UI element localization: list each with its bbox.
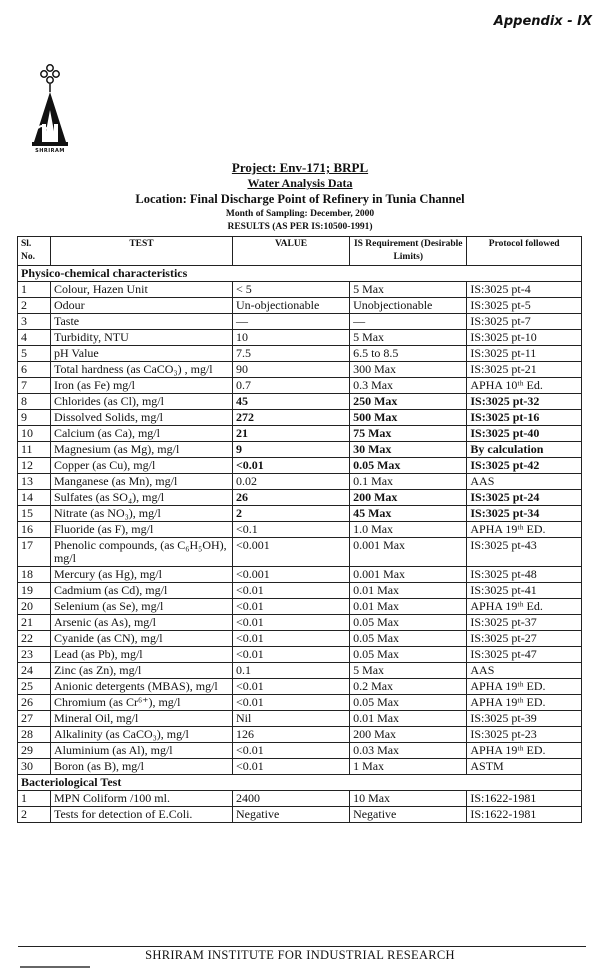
institute-logo-icon	[28, 62, 72, 152]
cell-requirement: Negative	[350, 807, 467, 823]
cell-test: Manganese (as Mn), mg/l	[50, 474, 232, 490]
cell-sl-no: 11	[18, 442, 51, 458]
cell-value: < 5	[232, 282, 349, 298]
cell-test: Colour, Hazen Unit	[50, 282, 232, 298]
cell-test: Tests for detection of E.Coli.	[50, 807, 232, 823]
cell-test: Selenium (as Se), mg/l	[50, 599, 232, 615]
cell-protocol: IS:3025 pt-34	[467, 506, 582, 522]
cell-protocol: IS:3025 pt-7	[467, 314, 582, 330]
table-row	[18, 599, 582, 615]
cell-requirement: 200 Max	[350, 727, 467, 743]
cell-requirement: 0.1 Max	[350, 474, 467, 490]
cell-value: 21	[232, 426, 349, 442]
cell-requirement: 200 Max	[350, 490, 467, 506]
cell-test: Cyanide (as CN), mg/l	[50, 631, 232, 647]
cell-test: Chromium (as Cr⁶⁺), mg/l	[50, 695, 232, 711]
cell-value: <0.01	[232, 647, 349, 663]
cell-test: Iron (as Fe) mg/l	[50, 378, 232, 394]
cell-value: 26	[232, 490, 349, 506]
cell-requirement: 0.001 Max	[350, 538, 467, 567]
footer-rule	[18, 946, 586, 947]
cell-value: 0.02	[232, 474, 349, 490]
cell-test: Mercury (as Hg), mg/l	[50, 567, 232, 583]
cell-value: 90	[232, 362, 349, 378]
table-row	[18, 615, 582, 631]
table-row	[18, 807, 582, 823]
cell-requirement: 300 Max	[350, 362, 467, 378]
cell-value: <0.01	[232, 599, 349, 615]
cell-protocol: IS:3025 pt-41	[467, 583, 582, 599]
cell-test: Turbidity, NTU	[50, 330, 232, 346]
table-row	[18, 631, 582, 647]
cell-requirement: 0.03 Max	[350, 743, 467, 759]
cell-sl-no: 1	[18, 791, 51, 807]
cell-requirement: 500 Max	[350, 410, 467, 426]
cell-protocol: IS:3025 pt-47	[467, 647, 582, 663]
table-row	[18, 458, 582, 474]
cell-test: Odour	[50, 298, 232, 314]
cell-sl-no: 28	[18, 727, 51, 743]
cell-requirement: 0.05 Max	[350, 615, 467, 631]
cell-requirement: 0.05 Max	[350, 647, 467, 663]
cell-requirement: 0.01 Max	[350, 599, 467, 615]
cell-test: Copper (as Cu), mg/l	[50, 458, 232, 474]
cell-test: Fluoride (as F), mg/l	[50, 522, 232, 538]
cell-protocol: IS:3025 pt-39	[467, 711, 582, 727]
cell-value: 9	[232, 442, 349, 458]
cell-value: Un-objectionable	[232, 298, 349, 314]
cell-test: Anionic detergents (MBAS), mg/l	[50, 679, 232, 695]
cell-sl-no: 15	[18, 506, 51, 522]
table-row	[18, 282, 582, 298]
table-row	[18, 410, 582, 426]
cell-value: <0.01	[232, 743, 349, 759]
cell-requirement: 5 Max	[350, 282, 467, 298]
cell-requirement: 10 Max	[350, 791, 467, 807]
cell-protocol: APHA 19ᵗʰ ED.	[467, 695, 582, 711]
cell-requirement: 1.0 Max	[350, 522, 467, 538]
cell-value: 126	[232, 727, 349, 743]
cell-requirement: 75 Max	[350, 426, 467, 442]
cell-sl-no: 10	[18, 426, 51, 442]
cell-protocol: IS:3025 pt-40	[467, 426, 582, 442]
cell-protocol: IS:3025 pt-43	[467, 538, 582, 567]
table-row	[18, 743, 582, 759]
cell-test: Arsenic (as As), mg/l	[50, 615, 232, 631]
cell-sl-no: 13	[18, 474, 51, 490]
cell-protocol: IS:1622-1981	[467, 791, 582, 807]
cell-test: Sulfates (as SO₄), mg/l	[50, 490, 232, 506]
cell-value: <0.1	[232, 522, 349, 538]
cell-protocol: IS:1622-1981	[467, 807, 582, 823]
table-row	[18, 378, 582, 394]
cell-protocol: IS:3025 pt-24	[467, 490, 582, 506]
cell-protocol: IS:3025 pt-10	[467, 330, 582, 346]
cell-protocol: IS:3025 pt-16	[467, 410, 582, 426]
table-header-row	[18, 237, 582, 266]
cell-sl-no: 26	[18, 695, 51, 711]
cell-test: Magnesium (as Mg), mg/l	[50, 442, 232, 458]
header-requirement: IS Requirement (Desirable Limits)	[350, 237, 467, 266]
table-row	[18, 474, 582, 490]
cell-test: Boron (as B), mg/l	[50, 759, 232, 775]
cell-value: <0.001	[232, 538, 349, 567]
cell-sl-no: 14	[18, 490, 51, 506]
table-row	[18, 442, 582, 458]
footer-institute-name: SHRIRAM INSTITUTE FOR INDUSTRIAL RESEARCH	[145, 948, 455, 962]
cell-test: Dissolved Solids, mg/l	[50, 410, 232, 426]
cell-value: —	[232, 314, 349, 330]
table-row	[18, 522, 582, 538]
cell-requirement: 0.01 Max	[350, 711, 467, 727]
cell-protocol: IS:3025 pt-5	[467, 298, 582, 314]
footer-mark	[20, 966, 90, 968]
cell-requirement: 0.2 Max	[350, 679, 467, 695]
cell-protocol: IS:3025 pt-37	[467, 615, 582, 631]
cell-test: Calcium (as Ca), mg/l	[50, 426, 232, 442]
cell-protocol: IS:3025 pt-27	[467, 631, 582, 647]
cell-protocol: IS:3025 pt-48	[467, 567, 582, 583]
table-row	[18, 711, 582, 727]
cell-protocol: APHA 19ᵗʰ ED.	[467, 522, 582, 538]
cell-sl-no: 23	[18, 647, 51, 663]
cell-sl-no: 17	[18, 538, 51, 567]
table-row	[18, 538, 582, 567]
sampling-month: Month of Sampling: December, 2000	[225, 209, 375, 219]
cell-requirement: 1 Max	[350, 759, 467, 775]
cell-test: MPN Coliform /100 ml.	[50, 791, 232, 807]
table-row	[18, 330, 582, 346]
cell-sl-no: 22	[18, 631, 51, 647]
cell-sl-no: 4	[18, 330, 51, 346]
cell-value: Nil	[232, 711, 349, 727]
cell-test: Lead (as Pb), mg/l	[50, 647, 232, 663]
cell-test: Chlorides (as Cl), mg/l	[50, 394, 232, 410]
cell-sl-no: 9	[18, 410, 51, 426]
cell-sl-no: 19	[18, 583, 51, 599]
cell-value: 0.1	[232, 663, 349, 679]
cell-requirement: 0.05 Max	[350, 695, 467, 711]
cell-sl-no: 2	[18, 298, 51, 314]
cell-requirement: Unobjectionable	[350, 298, 467, 314]
cell-value: <0.01	[232, 631, 349, 647]
document-subtitle: Water Analysis Data	[247, 176, 353, 190]
section-bacteriological	[18, 775, 582, 791]
cell-protocol: IS:3025 pt-23	[467, 727, 582, 743]
cell-test: Aluminium (as Al), mg/l	[50, 743, 232, 759]
cell-value: Negative	[232, 807, 349, 823]
cell-test: Cadmium (as Cd), mg/l	[50, 583, 232, 599]
cell-value: 2	[232, 506, 349, 522]
cell-sl-no: 20	[18, 599, 51, 615]
cell-test: Mineral Oil, mg/l	[50, 711, 232, 727]
cell-requirement: 45 Max	[350, 506, 467, 522]
table-row	[18, 394, 582, 410]
table-row	[18, 679, 582, 695]
table-row	[18, 346, 582, 362]
header-sl-no: Sl. No.	[18, 237, 51, 266]
cell-sl-no: 5	[18, 346, 51, 362]
cell-requirement: 6.5 to 8.5	[350, 346, 467, 362]
logo-wordmark: SHRIRAM	[35, 148, 65, 154]
cell-protocol: APHA 19ᵗʰ ED.	[467, 679, 582, 695]
cell-sl-no: 3	[18, 314, 51, 330]
cell-value: 2400	[232, 791, 349, 807]
table-row	[18, 727, 582, 743]
cell-protocol: IS:3025 pt-4	[467, 282, 582, 298]
table-row	[18, 314, 582, 330]
cell-test: Nitrate (as NO₃), mg/l	[50, 506, 232, 522]
cell-protocol: AAS	[467, 474, 582, 490]
cell-protocol: IS:3025 pt-42	[467, 458, 582, 474]
section-label: Bacteriological Test	[18, 775, 582, 791]
cell-test: Total hardness (as CaCO₃) , mg/l	[50, 362, 232, 378]
project-title: Project: Env-171; BRPL	[231, 160, 369, 175]
cell-value: 7.5	[232, 346, 349, 362]
cell-protocol: IS:3025 pt-32	[467, 394, 582, 410]
cell-sl-no: 8	[18, 394, 51, 410]
cell-value: <0.01	[232, 583, 349, 599]
cell-requirement: 0.001 Max	[350, 567, 467, 583]
cell-sl-no: 29	[18, 743, 51, 759]
header-test: TEST	[50, 237, 232, 266]
table-row	[18, 298, 582, 314]
cell-requirement: 0.3 Max	[350, 378, 467, 394]
table-row	[18, 567, 582, 583]
cell-protocol: IS:3025 pt-11	[467, 346, 582, 362]
table-row	[18, 362, 582, 378]
cell-test: pH Value	[50, 346, 232, 362]
cell-value: <0.01	[232, 458, 349, 474]
cell-sl-no: 6	[18, 362, 51, 378]
cell-test: Alkalinity (as CaCO₃), mg/l	[50, 727, 232, 743]
cell-protocol: APHA 19ᵗʰ Ed.	[467, 599, 582, 615]
cell-requirement: —	[350, 314, 467, 330]
cell-value: <0.01	[232, 679, 349, 695]
cell-sl-no: 30	[18, 759, 51, 775]
table-row	[18, 583, 582, 599]
cell-protocol: APHA 10ᵗʰ Ed.	[467, 378, 582, 394]
table-row	[18, 791, 582, 807]
cell-sl-no: 2	[18, 807, 51, 823]
cell-value: <0.001	[232, 567, 349, 583]
cell-test: Taste	[50, 314, 232, 330]
cell-protocol: ASTM	[467, 759, 582, 775]
cell-requirement: 5 Max	[350, 330, 467, 346]
table-row	[18, 426, 582, 442]
table-row	[18, 506, 582, 522]
cell-sl-no: 24	[18, 663, 51, 679]
cell-requirement: 250 Max	[350, 394, 467, 410]
table-row	[18, 647, 582, 663]
section-label: Physico-chemical characteristics	[18, 266, 582, 282]
cell-sl-no: 25	[18, 679, 51, 695]
cell-protocol: By calculation	[467, 442, 582, 458]
cell-sl-no: 21	[18, 615, 51, 631]
cell-value: 0.7	[232, 378, 349, 394]
cell-test: Zinc (as Zn), mg/l	[50, 663, 232, 679]
cell-protocol: AAS	[467, 663, 582, 679]
table-row	[18, 695, 582, 711]
table-row	[18, 490, 582, 506]
cell-value: <0.01	[232, 615, 349, 631]
cell-value: 45	[232, 394, 349, 410]
section-physico-chemical	[18, 266, 582, 282]
results-standard: RESULTS (AS PER IS:10500-1991)	[227, 222, 373, 232]
cell-sl-no: 7	[18, 378, 51, 394]
cell-sl-no: 18	[18, 567, 51, 583]
cell-sl-no: 27	[18, 711, 51, 727]
cell-requirement: 0.01 Max	[350, 583, 467, 599]
cell-requirement: 30 Max	[350, 442, 467, 458]
cell-protocol: IS:3025 pt-21	[467, 362, 582, 378]
cell-requirement: 0.05 Max	[350, 631, 467, 647]
cell-value: 272	[232, 410, 349, 426]
cell-test: Phenolic compounds, (as C₆H₅OH), mg/l	[50, 538, 232, 567]
cell-value: <0.01	[232, 695, 349, 711]
cell-value: <0.01	[232, 759, 349, 775]
cell-requirement: 0.05 Max	[350, 458, 467, 474]
cell-protocol: APHA 19ᵗʰ ED.	[467, 743, 582, 759]
water-analysis-table	[17, 236, 582, 823]
location-line: Location: Final Discharge Point of Refinery in Tunia Channel	[135, 192, 465, 206]
header-protocol: Protocol followed	[467, 237, 582, 266]
cell-value: 10	[232, 330, 349, 346]
cell-requirement: 5 Max	[350, 663, 467, 679]
appendix-label: Appendix - IX	[493, 14, 592, 29]
cell-sl-no: 1	[18, 282, 51, 298]
table-row	[18, 759, 582, 775]
table-row	[18, 663, 582, 679]
header-value: VALUE	[232, 237, 349, 266]
cell-sl-no: 16	[18, 522, 51, 538]
cell-sl-no: 12	[18, 458, 51, 474]
